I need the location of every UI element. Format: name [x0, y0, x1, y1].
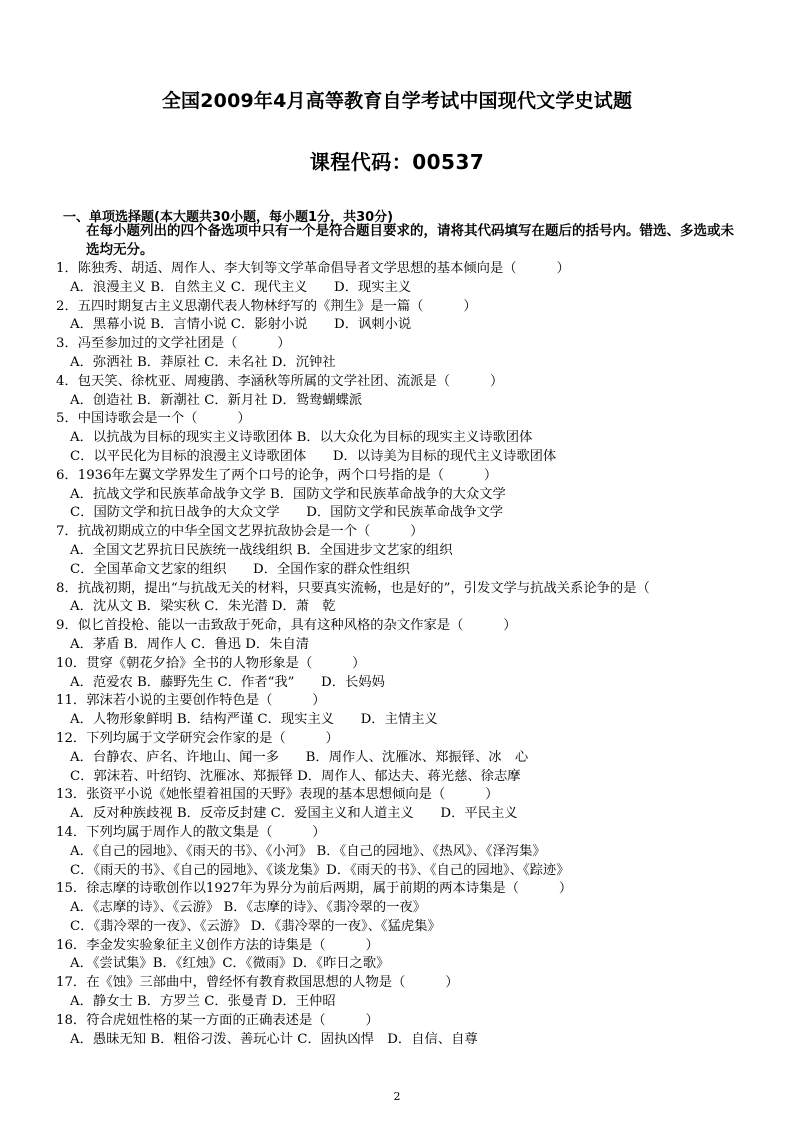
question-options: A．《尝试集》B．《红烛》C．《微雨》D．《昨日之歌》 — [70, 956, 390, 972]
page-title: 全国2009年4月高等教育自学考试中国现代文学史试题 — [161, 90, 633, 112]
question-options: C．以平民化为目标的浪漫主义诗歌团体 D．以诗美为目标的现代主义诗歌团体 — [70, 448, 557, 464]
question-options: A．浪漫主义 B．自然主义 C．现代主义 D．现实主义 — [70, 279, 412, 295]
course-code: 课程代码：00537 — [309, 150, 485, 174]
page-number: 2 — [393, 1090, 401, 1103]
question-options: A．静女士 B．方罗兰 C．张曼青 D．王仲昭 — [70, 994, 336, 1010]
question-options: C．《翡冷翠的一夜》、《云游》 D．《翡冷翠的一夜》、《猛虎集》 — [70, 918, 441, 934]
question-options: C．《雨天的书》、《自己的园地》、《谈龙集》D．《雨天的书》、《自己的园地》、《踪迹》 — [70, 862, 570, 878]
question-options: A．范爱农 B．藤野先生 C．作者“我” D．长妈妈 — [70, 674, 385, 690]
question-text: 16．李金发实验象征主义创作方法的诗集是（ ） — [56, 937, 379, 953]
question-text: 8．抗战初期，提出“与抗战无关的材料，只要真实流畅，也是好的”，引发文学与抗战关系论争的是（ — [56, 580, 650, 596]
question-text: 10．贯穿《朝花夕拾》全书的人物形象是（ ） — [56, 655, 366, 671]
question-text: 9．似匕首投枪、能以一击致敌于死命，具有这种风格的杂文作家是（ ） — [56, 618, 517, 634]
question-list — [0, 260, 794, 1049]
question-options: C．全国革命文艺家的组织 D．全国作家的群众性组织 — [70, 561, 410, 577]
section-heading: 一、单项选择题(本大题共30小题，每小题1分，共30分) — [63, 210, 394, 225]
question-text: 5．中国诗歌会是一个（ ） — [56, 411, 251, 427]
question-options: A．创造社 B．新潮社 C．新月社 D．鸳鸯蝴蝶派 — [70, 392, 363, 408]
question-options: A．反对种族歧视 B．反帝反封建 C．爱国主义和人道主义 D．平民主义 — [70, 806, 518, 822]
question-text: 15．徐志摩的诗歌创作以1927年为界分为前后两期，属于前期的两本诗集是（ ） — [56, 881, 573, 897]
question-text: 7．抗战初期成立的中华全国文艺界抗敌协会是一个（ ） — [56, 524, 424, 540]
question-options: A．黑幕小说 B．言情小说 C．影射小说 D．讽刺小说 — [70, 317, 412, 333]
question-options: C．郭沫若、叶绍钧、沈雁冰、郑振铎 D．周作人、郁达夫、蒋光慈、徐志摩 — [70, 768, 521, 784]
question-text: 3．冯至参加过的文学社团是（ ） — [56, 336, 291, 352]
question-text: 4．包天笑、徐枕亚、周瘦鹃、李涵秋等所属的文学社团、流派是（ ） — [56, 373, 504, 389]
question-text: 2．五四时期复古主义思潮代表人物林纾写的《荆生》是一篇（ ） — [56, 298, 477, 314]
instructions: 在每小题列出的四个备选项中只有一个是符合题目要求的，请将其代码填写在题后的括号内。错选、多选或未选均无分。 — [86, 223, 734, 258]
question-options: C．国防文学和抗日战争的大众文学 D．国防文学和民族革命战争文学 — [70, 505, 504, 521]
question-options: A．台静农、庐名、许地山、闻一多 B．周作人、沈雁冰、郑振铎、冰 心 — [70, 749, 529, 765]
question-text: 13．张资平小说《她怅望着祖国的天野》表现的基本思想倾向是（ ） — [56, 787, 499, 803]
question-options: A．《自己的园地》、《雨天的书》、《小河》 B．《自己的园地》、《热风》、《泽泻集》 — [70, 843, 546, 859]
question-options: A．弥洒社 B．莽原社 C．未名社 D．沉钟社 — [70, 354, 336, 370]
question-options: A．全国文艺界抗日民族统一战线组织 B．全国进步文艺家的组织 — [70, 542, 453, 558]
question-options: A．人物形象鲜明 B．结构严谨 C．现实主义 D．主情主义 — [70, 712, 438, 728]
question-text: 1．陈独秀、胡适、周作人、李大钊等文学革命倡导者文学思想的基本倾向是（ ） — [56, 261, 570, 276]
question-text: 11．郭沫若小说的主要创作特色是（ ） — [56, 693, 326, 709]
question-options: A．抗战文学和民族革命战争文学 B．国防文学和民族革命战争的大众文学 — [70, 486, 506, 502]
question-options: A．以抗战为目标的现实主义诗歌团体 B．以大众化为目标的现实主义诗歌团体 — [70, 430, 533, 446]
question-text: 18．符合虎妞性格的某一方面的正确表述是（ ） — [56, 1012, 379, 1028]
question-text: 17．在《蚀》三部曲中，曾经怀有教育救国思想的人物是（ ） — [56, 975, 459, 991]
question-text: 14．下列均属于周作人的散文集是（ ） — [56, 824, 326, 840]
question-text: 6．1936年左翼文学界发生了两个口号的论争，两个口号指的是（ ） — [56, 467, 498, 483]
question-text: 12．下列均属于文学研究会作家的是（ ） — [56, 730, 339, 746]
question-options: A．愚昧无知 B．粗俗刁泼、善玩心计 C．固执凶悍 D．自信、自尊 — [70, 1031, 478, 1047]
question-options: A．茅盾 B．周作人 C．鲁迅 D．朱自清 — [70, 636, 310, 652]
question-options: A．《志摩的诗》、《云游》 B．《志摩的诗》、《翡冷翠的一夜》 — [70, 900, 427, 916]
question-options: A．沈从文 B．梁实秋 C．朱光潜 D．萧 乾 — [70, 599, 336, 615]
